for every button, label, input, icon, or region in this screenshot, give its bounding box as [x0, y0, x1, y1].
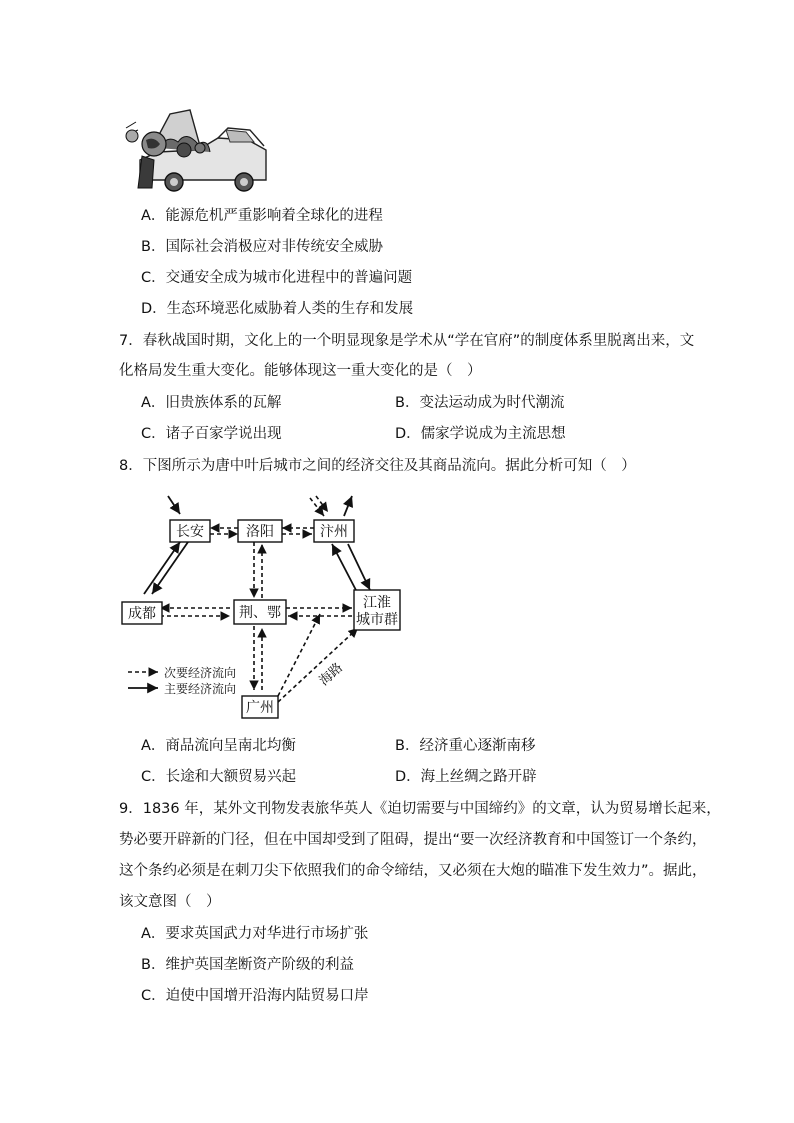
option-a: A．旧贵族体系的瓦解: [141, 395, 282, 411]
legend-secondary-label: 次要经济流向: [164, 666, 237, 680]
question-9-stem-cont: 势必要开辟新的门径，但在中国却受到了阻碍，提出“要一次经济教育和中国签订一个条约，: [119, 832, 707, 848]
city-luoyang: 洛阳: [246, 524, 274, 540]
option-d: D．儒家学说成为主流思想: [395, 426, 566, 442]
legend-primary-label: 主要经济流向: [164, 682, 237, 696]
option-a: A．商品流向呈南北均衡: [141, 738, 296, 754]
question-7-stem-cont: 化格局发生重大变化。能够体现这一重大变化的是（ ）: [119, 363, 482, 379]
city-chengdu: 成都: [128, 606, 156, 622]
city-jing-e: 荆、鄂: [239, 605, 281, 621]
sea-route-label: 海路: [316, 660, 347, 689]
option-c: C．交通安全成为城市化进程中的普遍问题: [141, 270, 413, 286]
trade-flow-map: [118, 490, 408, 722]
option-b: B．变法运动成为时代潮流: [395, 395, 565, 411]
question-7-stem: 7．春秋战国时期，文化上的一个明显现象是学术从“学在官府”的制度体系里脱离出来，文: [119, 333, 695, 349]
option-d: D．海上丝绸之路开辟: [395, 769, 537, 785]
city-bianzhou: 汴州: [320, 524, 348, 540]
option-b: B．维护英国垄断资产阶级的利益: [141, 957, 354, 973]
city-changan: 长安: [176, 524, 204, 540]
option-c: C．长途和大额贸易兴起: [141, 769, 297, 785]
option-c: C．迫使中国增开沿海内陆贸易口岸: [141, 988, 369, 1004]
option-b: B．经济重心逐渐南移: [395, 738, 536, 754]
option-c: C．诸子百家学说出现: [141, 426, 282, 442]
option-a: A．要求英国武力对华进行市场扩张: [141, 926, 369, 942]
city-cluster: 城市群: [356, 612, 398, 628]
option-b: B．国际社会消极应对非传统安全威胁: [141, 239, 383, 255]
city-guangzhou: 广州: [246, 700, 274, 716]
cartoon-image: [118, 108, 268, 192]
question-9-stem-cont: 该文意图（ ）: [119, 894, 221, 910]
city-jianghuai: 江淮: [363, 595, 391, 611]
question-8-stem: 8．下图所示为唐中叶后城市之间的经济交往及其商品流向。据此分析可知（ ）: [119, 458, 636, 474]
question-9-stem: 9．1836 年，某外文刊物发表旅华英人《迫切需要与中国缔约》的文章，认为贸易增长起来，: [119, 801, 721, 817]
option-d: D．生态环境恶化威胁着人类的生存和发展: [141, 301, 414, 317]
option-a: A．能源危机严重影响着全球化的进程: [141, 208, 383, 224]
question-9-stem-cont: 这个条约必须是在刺刀尖下依照我们的命令缔结，又必须在大炮的瞄准下发生效力”。据此，: [119, 863, 707, 879]
